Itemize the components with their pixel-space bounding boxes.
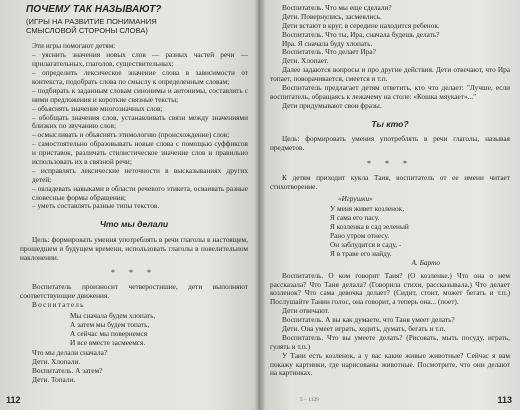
dialog-line: Воспитатель. А вы как думаете, что Таня умеет делать?	[282, 315, 455, 325]
dialog-line: Ира. Я сначала буду хлопать.	[282, 38, 373, 48]
dialog-line: Дети. Повернулись, засмеялись.	[282, 11, 382, 21]
dialog-block	[20, 349, 248, 385]
poem-line: Рано утром отнесу.	[330, 231, 390, 241]
speaker-label: Воспитатель	[32, 300, 85, 310]
instruction-text: Дети встают в круг, в середине находится ребенок.	[282, 20, 440, 30]
poem-author: А. Барто	[411, 257, 440, 267]
page-heading: ПОЧЕМУ ТАК НАЗЫВАЮТ?	[26, 4, 162, 15]
poem-line: Я сама его пасу.	[330, 213, 380, 223]
intro-text: К детям приходит кукла Таня, воспитатель от ее имени читает стихотворение.	[270, 172, 510, 191]
paragraph: Далее задаются вопросы и про другие действия. Дети отвечают, что Ира топает, поворачивается, смеется и т.п.	[270, 65, 510, 84]
dialog-line: Воспитатель. О ком говорит Таня? (О козленке.) Что она о нем рассказала? Что Таня делала? (Говорила стихи, рассказывала.) Что делает козленок? Что сама девочка делает? (Сидит, стоит, может бегать и т.п.) Послушайте Танин голос, она говорит, а теперь она... (поет).	[270, 270, 510, 307]
section-divider: * * *	[367, 158, 413, 168]
dialog-line: Воспитатель. А затем?	[32, 366, 103, 376]
lead-text: Воспитатель произносит четверостишие, дети выполняют соответствующие движения.	[20, 282, 248, 301]
list-item: – осмысливать и объяснять этимологию (происхождение) слов;	[32, 130, 230, 140]
list-item: – уметь составлять разные типы текстов.	[32, 201, 160, 211]
list-item: – исправлять лексические неточности в высказываниях других детей;	[32, 165, 248, 184]
right-page	[260, 0, 520, 410]
list-item: – подбирать к заданным словам синонимы и антонимы, составлять с ними предложения и короткие связные тексты;	[32, 85, 248, 104]
dialog-line: Воспитатель. Что мы еще сделали?	[282, 3, 392, 12]
section-title: Ты кто?	[371, 118, 409, 129]
dialog-line: Дети. Она умеет играть, ходить, думать, бегать и т.п.	[282, 323, 446, 333]
dialog-line: Воспитатель. Что вы умеете делать? (Рисовать, мыть посуду, играть, гулять и т.п.)	[270, 332, 510, 351]
goal-text: Цель: формировать умения употреблять в речи глаголы, называя предметов.	[270, 134, 510, 153]
paragraph: Воспитатель предлагает детям ответить, кто что делает: "Лучше, если воспитатель, обращаясь к лежачему на столе: «Кошка мяукает»..."	[270, 83, 510, 101]
list-item: – овладевать навыками в области речевого этикета, осваивать разные словесные формы обращения;	[32, 183, 248, 202]
section-title: Что мы делали	[99, 219, 169, 230]
left-body	[20, 42, 248, 385]
dialog-line: Дети. Топали.	[32, 375, 76, 385]
left-page	[0, 0, 258, 410]
page-number: 112	[6, 395, 21, 406]
poem-block	[330, 195, 510, 267]
section-divider: * * *	[111, 268, 157, 278]
intro-text: Эти игры помогают детям:	[32, 41, 116, 51]
verse-line: Мы сначала будем хлопать,	[70, 310, 156, 320]
list-item: – обобщать значения слов, устанавливать связи между значениями близких по звучанию слов;	[32, 112, 248, 131]
dialog-line: У Тани есть козленок, а у вас какие живые животные? Сейчас я вам покажу картинки, где нарисованы животные. Посмотрите, что они делают на картинках.	[270, 350, 510, 378]
dialog-line: Воспитатель. Что ты, Ира, сначала будешь делать?	[282, 29, 440, 39]
verse-block	[70, 312, 248, 348]
dialog-line: Что мы делали сначала?	[32, 348, 108, 358]
print-signature: 5 – 1129	[300, 397, 320, 404]
verse-line: А затем мы будем топать,	[70, 319, 150, 329]
book-gutter	[254, 0, 266, 410]
paragraph: Дети придумывают свои фразы.	[282, 100, 382, 110]
dialog-line: Дети отвечают.	[282, 306, 330, 316]
dialog-line: Воспитатель. Что делает Ира?	[282, 47, 376, 57]
list-item: – самостоятельно образовывать новые слова с помощью суффиксов и приставок, различать стилистическое значение слов и правильно использовать их в связной речи;	[32, 139, 248, 166]
verse-line: А сейчас мы повернемся	[70, 328, 148, 338]
page-subheading: (ИГРЫ НА РАЗВИТИЕ ПОНИМАНИЯ СМЫСЛОВОЙ СТОРОНЫ СЛОВА)	[26, 17, 157, 36]
list-item: – определить лексическое значение слова в зависимости от контекста, подобрать слова по смыслу к определенным словам;	[32, 68, 248, 86]
list-item: – уяснить значения новых слов — разных частей речи — прилагательных, глаголов, существительных;	[32, 50, 248, 69]
list-item: – объяснять значение многозначных слов;	[32, 103, 163, 113]
goal-text: Цель: формировать умения употреблять в речи глаголы в настоящем, прошедшем и будущем времени, использовать глаголы в повелительном наклонении.	[20, 234, 248, 262]
verse-line: И все вместе засмеемся.	[70, 337, 146, 347]
goals-list	[20, 51, 248, 211]
poem-line: Он заблудится в саду, -	[330, 239, 402, 249]
poem-line: Я козленка в сад зеленый	[330, 222, 409, 232]
poem-line: Я в траве его найду.	[330, 248, 392, 258]
dialog-line: Дети. Хлопали.	[32, 357, 81, 367]
poem-line: У меня живет козленок,	[330, 204, 405, 214]
right-body	[270, 4, 510, 378]
dialog-line: Дети. Хлопает.	[282, 56, 329, 66]
poem-title: «Игрушки»	[338, 194, 373, 204]
page-number: 113	[497, 395, 512, 406]
